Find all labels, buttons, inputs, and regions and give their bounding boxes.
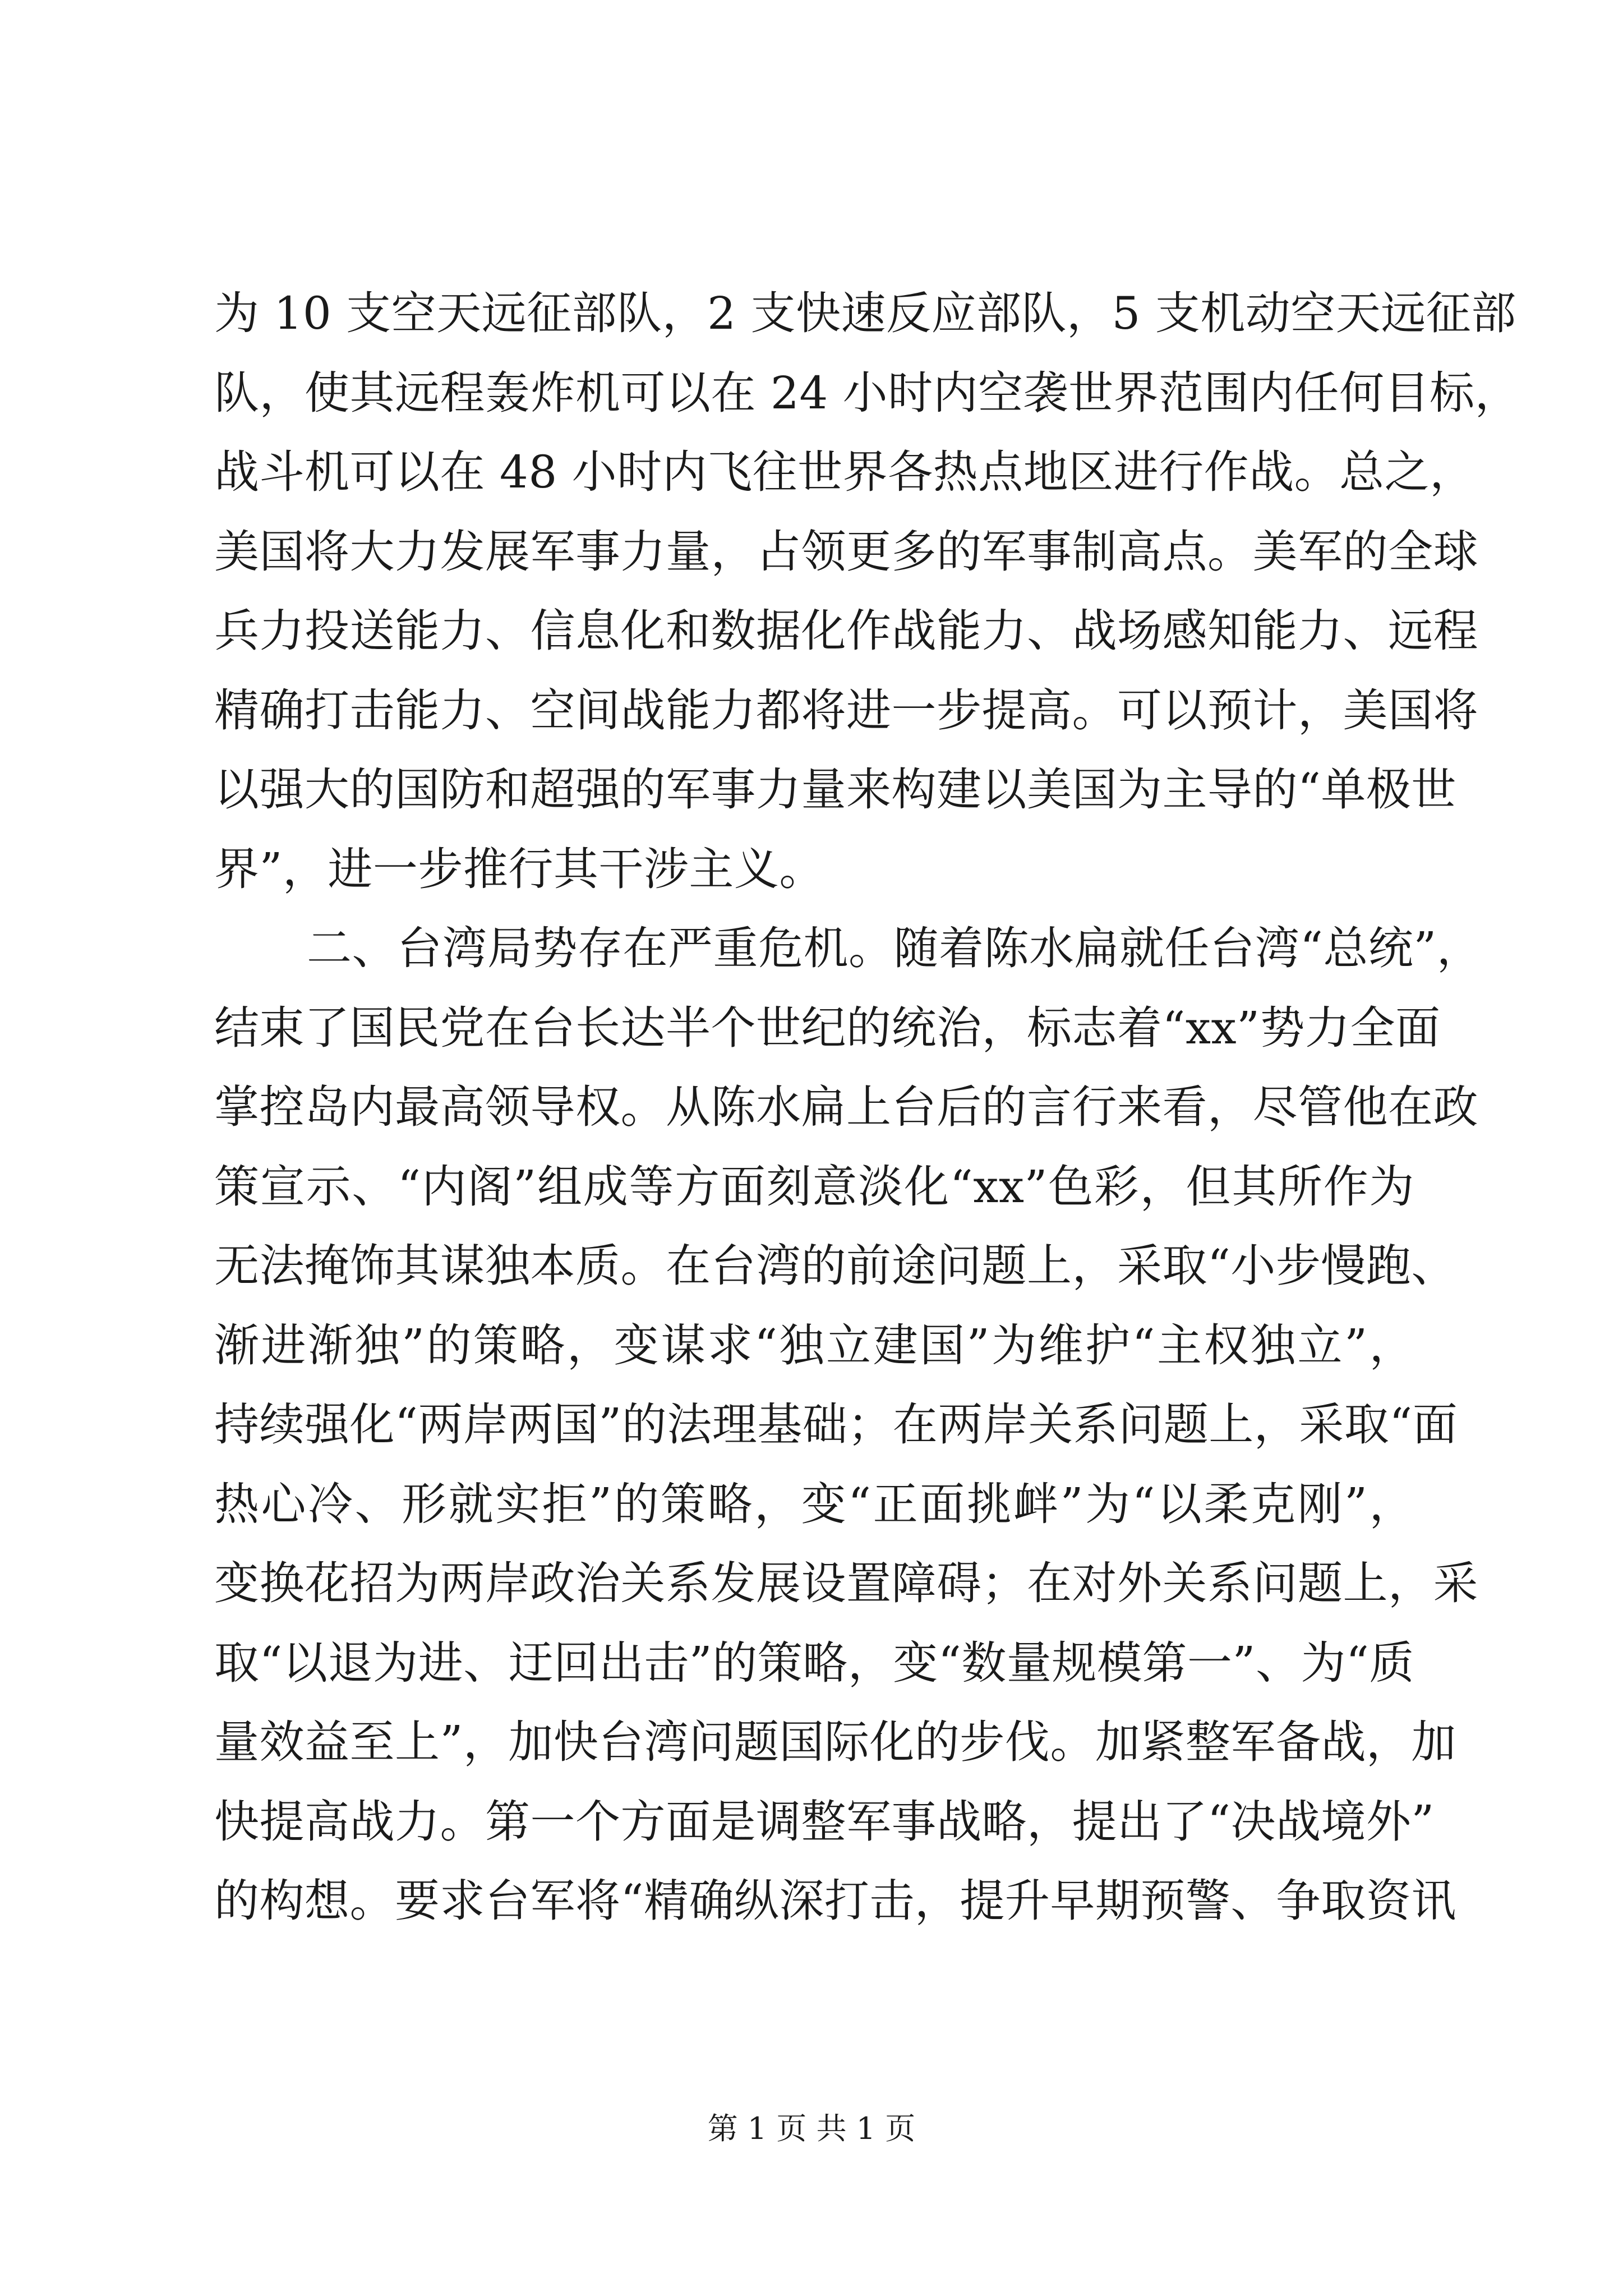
text-line: 量效益至上”，加快台湾问题国际化的步伐。加紧整军备战，加 [214, 1716, 1456, 1768]
text-line: 美国将大力发展军事力量，占领更多的军事制高点。美军的全球 [214, 525, 1478, 578]
text-line: 变换花招为两岸政治关系发展设置障碍；在对外关系问题上，采 [214, 1557, 1478, 1609]
text-line: 无法掩饰其谋独本质。在台湾的前途问题上，采取“小步慢跑、 [214, 1240, 1456, 1292]
text-line: 持续强化“两岸两国”的法理基础；在两岸关系问题上，采取“面 [214, 1398, 1458, 1451]
text-line: 队，使其远程轰炸机可以在 24 小时内空袭世界范围内任何目标， [214, 366, 1520, 419]
text-line: 策宣示、“内阁”组成等方面刻意淡化“xx”色彩，但其所作为 [214, 1160, 1414, 1213]
text-line: 取“以退为进、迂回出击”的策略，变“数量规模第一”、为“质 [214, 1636, 1414, 1689]
text-line: 战斗机可以在 48 小时内飞往世界各热点地区进行作战。总之， [214, 446, 1475, 498]
text-line: 热心冷、形就实拒”的策略，变“正面挑衅”为“以柔克刚”， [214, 1478, 1414, 1530]
text-line: 结束了国民党在台长达半个世纪的统治，标志着“xx”势力全面 [214, 1001, 1441, 1054]
body-text [214, 274, 1520, 1941]
text-line: 快提高战力。第一个方面是调整军事战略，提出了“决战境外” [214, 1795, 1435, 1848]
text-line: 界”，进一步推行其干涉主义。 [214, 843, 824, 895]
page-footer: 第 1 页 共 1 页 [707, 2111, 916, 2146]
paragraph-first-line: 二、台湾局势存在严重危机。随着陈水扁就任台湾“总统”， [307, 922, 1482, 974]
text-line: 掌控岛内最高领导权。从陈水扁上台后的言行来看，尽管他在政 [214, 1081, 1478, 1133]
text-line: 以强大的国防和超强的军事力量来构建以美国为主导的“单极世 [214, 763, 1456, 816]
text-line: 为 10 支空天远征部队，2 支快速反应部队，5 支机动空天远征部 [214, 287, 1516, 339]
text-line: 精确打击能力、空间战能力都将进一步提高。可以预计，美国将 [214, 684, 1478, 737]
text-line: 兵力投送能力、信息化和数据化作战能力、战场感知能力、远程 [214, 605, 1478, 657]
text-line: 渐进渐独”的策略，变谋求“独立建国”为维护“主权独立”， [214, 1319, 1414, 1372]
text-line: 的构想。要求台军将“精确纵深打击，提升早期预警、争取资讯 [214, 1875, 1456, 1927]
